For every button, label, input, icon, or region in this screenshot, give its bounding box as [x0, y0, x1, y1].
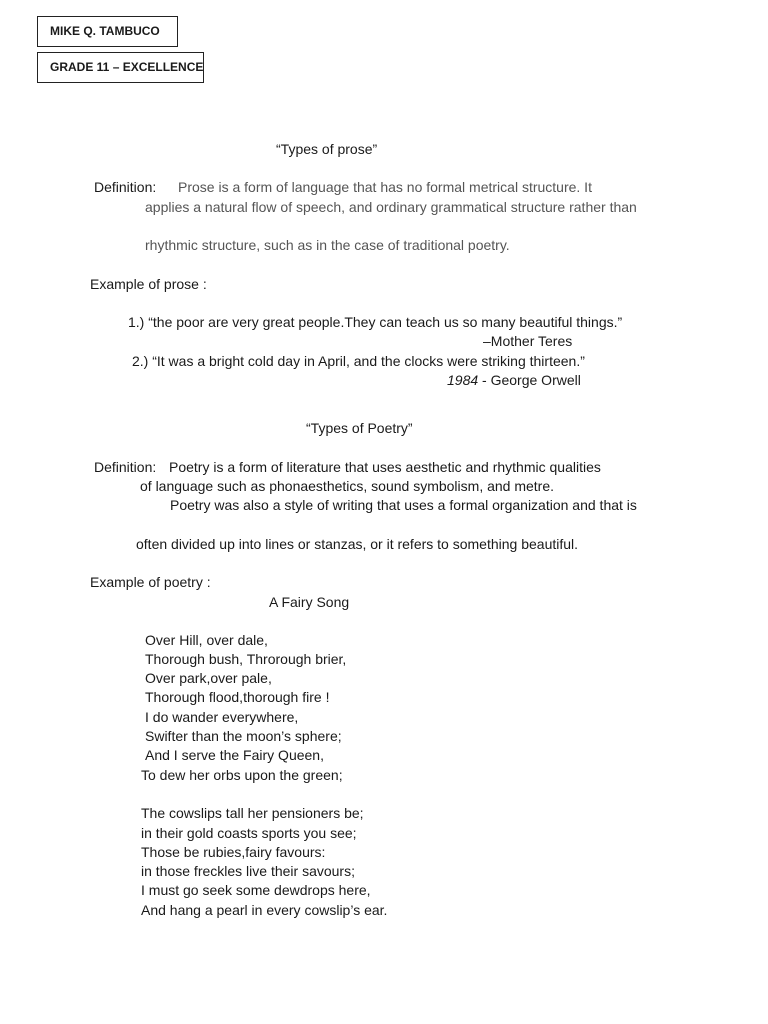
poetry-definition-line: often divided up into lines or stanzas, or it refers to something beautiful. [136, 536, 579, 552]
poem-line: The cowslips tall her pensioners be; [141, 805, 364, 821]
grade-box [37, 52, 204, 83]
poem-line: Over park,over pale, [145, 670, 272, 686]
poem-line: Thorough flood,thorough fire ! [145, 689, 330, 705]
poem-title: A Fairy Song [269, 594, 350, 610]
poetry-title: “Types of Poetry” [306, 420, 413, 436]
poetry-definition-line: Poetry was also a style of writing that uses a formal organization and that is [170, 497, 637, 513]
prose-example-quote: 1.) “the poor are very great people.They can teach us so many beautiful things.” [128, 314, 623, 330]
poem-line: And I serve the Fairy Queen, [145, 747, 324, 763]
poem-line: in their gold coasts sports you see; [141, 825, 357, 841]
student-name: MIKE Q. TAMBUCO [50, 24, 160, 38]
poem-line: in those freckles live their savours; [141, 863, 355, 879]
book-title: 1984 [447, 372, 479, 388]
prose-definition-line: rhythmic structure, such as in the case of traditional poetry. [145, 237, 510, 253]
prose-example-attribution [447, 372, 581, 389]
prose-example-author: –Mother Teres [483, 333, 573, 349]
prose-example-author: - George Orwell [478, 372, 581, 388]
poem-line: And hang a pearl in every cowslip’s ear. [141, 902, 388, 918]
poem-line: I must go seek some dewdrops here, [141, 882, 371, 898]
prose-example-quote: 2.) “It was a bright cold day in April, and the clocks were striking thirteen.” [132, 353, 585, 369]
poetry-definition-line: of language such as phonaesthetics, sound symbolism, and metre. [140, 478, 555, 494]
prose-definition-line: Prose is a form of language that has no formal metrical structure. It [178, 179, 592, 195]
poetry-definition-line: Poetry is a form of literature that uses aesthetic and rhythmic qualities [169, 459, 601, 475]
prose-definition-label: Definition: [94, 179, 157, 195]
prose-definition-line: applies a natural flow of speech, and ordinary grammatical structure rather than [145, 199, 637, 215]
poetry-definition-label: Definition: [94, 459, 157, 475]
poem-line: Thorough bush, Throrough brier, [145, 651, 347, 667]
poem-line: Over Hill, over dale, [145, 632, 268, 648]
student-name-box [37, 16, 178, 47]
poem-line: I do wander everywhere, [145, 709, 299, 725]
poem-line: Those be rubies,fairy favours: [141, 844, 326, 860]
poem-line: To dew her orbs upon the green; [141, 767, 343, 783]
prose-examples-label: Example of prose : [90, 276, 207, 292]
poem-line: Swifter than the moon’s sphere; [145, 728, 342, 744]
prose-title: “Types of prose” [276, 141, 378, 157]
grade-section: GRADE 11 – EXCELLENCE [50, 60, 204, 74]
poetry-examples-label: Example of poetry : [90, 574, 211, 590]
